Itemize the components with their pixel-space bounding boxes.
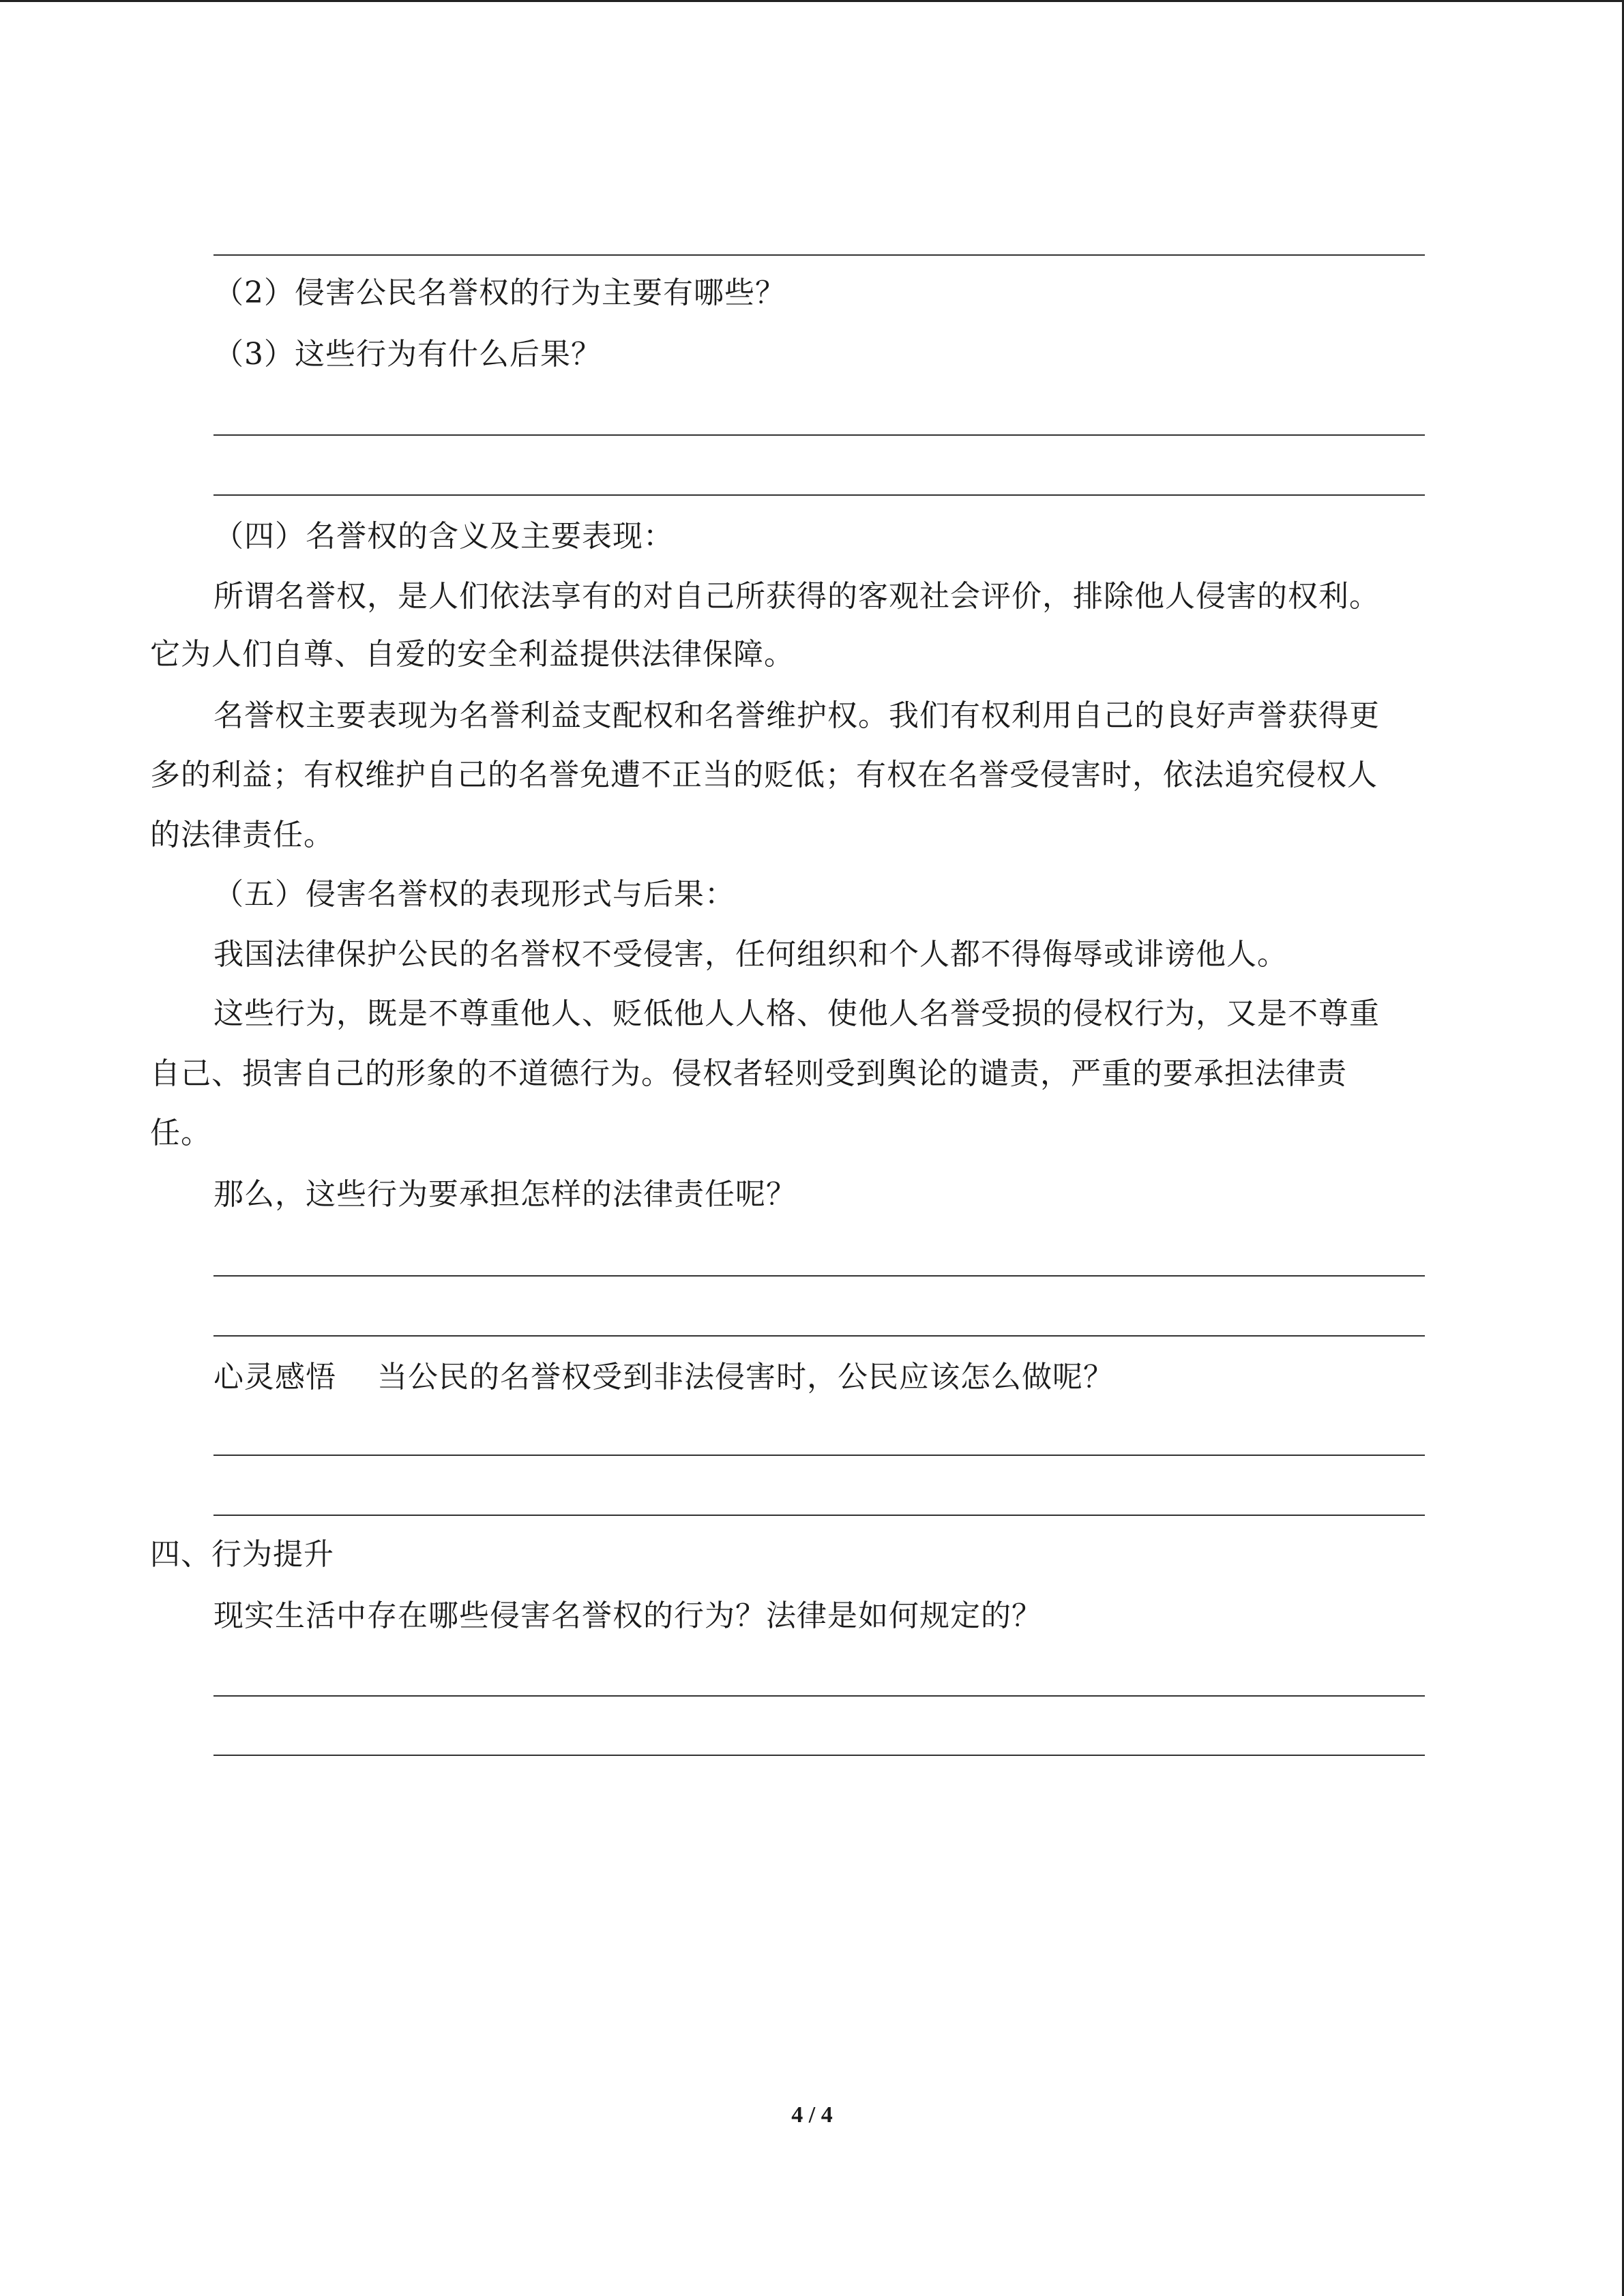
section-4-heading: （四）名誉权的含义及主要表现： — [213, 519, 674, 554]
question-3: （3）这些行为有什么后果？ — [213, 337, 602, 372]
section-5-paragraph-2-line-3: 任。 — [150, 1116, 211, 1150]
section-4-paragraph-2-line-3: 的法律责任。 — [150, 818, 334, 852]
answer-line[interactable] — [213, 1455, 1425, 1456]
answer-line[interactable] — [213, 1755, 1425, 1756]
section-4-paragraph-1-line-2: 它为人们自尊、自爱的安全利益提供法律保障。 — [150, 637, 795, 672]
page-number: 4 / 4 — [791, 2102, 833, 2128]
section-5-heading: （五）侵害名誉权的表现形式与后果： — [213, 877, 735, 912]
question-2: （2）侵害公民名誉权的行为主要有哪些？ — [213, 275, 786, 310]
section-5-paragraph-2-line-1: 这些行为，既是不尊重他人、贬低他人人格、使他人名誉受损的侵权行为，又是不尊重 — [213, 996, 1380, 1031]
answer-line[interactable] — [213, 1275, 1425, 1277]
answer-line[interactable] — [213, 1515, 1425, 1516]
section-5-paragraph-1: 我国法律保护公民的名誉权不受侵害，任何组织和个人都不得侮辱或诽谤他人。 — [213, 937, 1288, 972]
part-4-heading: 四、行为提升 — [150, 1537, 334, 1572]
answer-line[interactable] — [213, 494, 1425, 496]
reflection-label: 心灵感悟 — [213, 1360, 336, 1395]
section-5-paragraph-2-line-2: 自己、损害自己的形象的不道德行为。侵权者轻则受到舆论的谴责，严重的要承担法律责 — [150, 1056, 1347, 1091]
section-4-paragraph-2-line-2: 多的利益；有权维护自己的名誉免遭不正当的贬低；有权在名誉受侵害时，依法追究侵权人 — [150, 758, 1378, 792]
section-4-paragraph-1-line-1: 所谓名誉权，是人们依法享有的对自己所获得的客观社会评价，排除他人侵害的权利。 — [213, 579, 1380, 614]
answer-line[interactable] — [213, 434, 1425, 436]
reflection-prompt — [213, 1357, 1114, 1398]
page-top-border — [0, 0, 1624, 2]
reflection-question: 当公民的名誉权受到非法侵害时，公民应该怎么做呢？ — [377, 1360, 1114, 1395]
part-4-question: 现实生活中存在哪些侵害名誉权的行为？法律是如何规定的？ — [213, 1598, 1042, 1633]
section-5-question: 那么，这些行为要承担怎样的法律责任呢？ — [213, 1177, 797, 1212]
answer-line[interactable] — [213, 1335, 1425, 1337]
answer-line[interactable] — [213, 1695, 1425, 1697]
section-4-paragraph-2-line-1: 名誉权主要表现为名誉利益支配权和名誉维护权。我们有权利用自己的良好声誉获得更 — [213, 698, 1380, 733]
answer-line[interactable] — [213, 254, 1425, 256]
